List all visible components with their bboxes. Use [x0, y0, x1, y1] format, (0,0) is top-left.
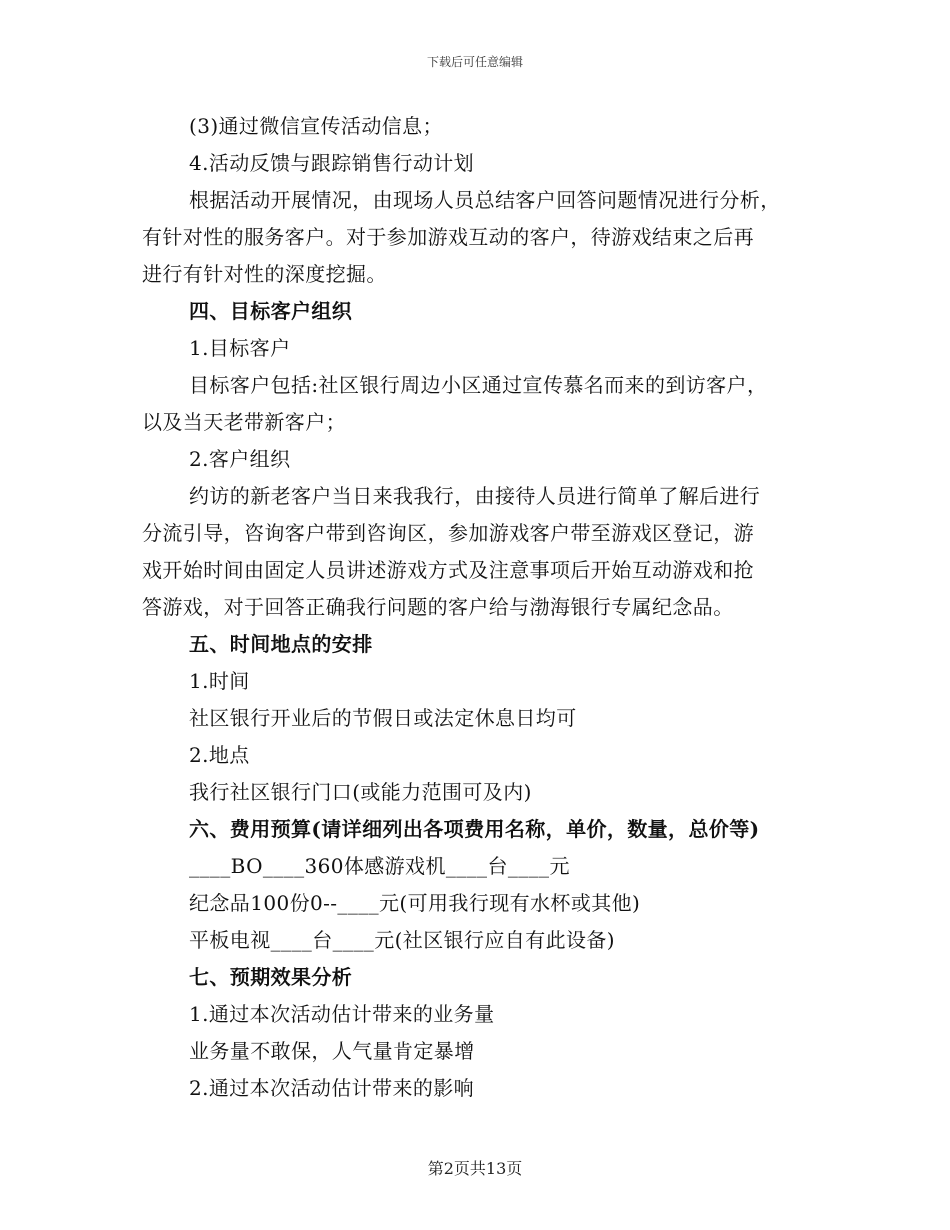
- text-line: ____BO____360体感游戏机____台____元: [189, 854, 570, 878]
- text-line: 2.通过本次活动估计带来的影响: [189, 1076, 475, 1100]
- text-line: 目标客户包括:社区银行周边小区通过宣传慕名而来的到访客户，: [189, 373, 768, 397]
- page-footer: 第2页共13页: [427, 1159, 523, 1178]
- text-line: 答游戏，对于回答正确我行问题的客户给与渤海银行专属纪念品。: [142, 595, 734, 619]
- text-line: 1.时间: [189, 669, 250, 693]
- text-line: (3)通过微信宣传活动信息；: [189, 114, 443, 138]
- text-line: 社区银行开业后的节假日或法定休息日均可: [189, 706, 577, 730]
- text-line: 1.目标客户: [189, 336, 291, 360]
- text-line: 戏开始时间由固定人员讲述游戏方式及注意事项后开始互动游戏和抢: [142, 558, 754, 582]
- text-line: 约访的新老客户当日来我我行，由接待人员进行简单了解后进行: [189, 484, 761, 508]
- text-line: 4.活动反馈与跟踪销售行动计划: [189, 151, 475, 175]
- text-line: 分流引导，咨询客户带到咨询区，参加游戏客户带至游戏区登记，游: [142, 521, 754, 545]
- text-line: 1.通过本次活动估计带来的业务量: [189, 1002, 495, 1026]
- section-heading: 四、目标客户组织: [189, 299, 353, 323]
- section-heading: 六、费用预算(请详细列出各项费用名称，单价，数量，总价等): [189, 817, 760, 841]
- text-line: 2.客户组织: [189, 447, 291, 471]
- section-heading: 五、时间地点的安排: [189, 632, 373, 656]
- text-line: 有针对性的服务客户。对于参加游戏互动的客户，待游戏结束之后再: [142, 225, 754, 249]
- text-line: 2.地点: [189, 743, 250, 767]
- section-heading: 七、预期效果分析: [189, 965, 353, 989]
- text-line: 业务量不敢保，人气量肯定暴增: [189, 1039, 475, 1063]
- text-line: 纪念品100份0--____元(可用我行现有水杯或其他): [189, 891, 641, 915]
- text-line: 以及当天老带新客户；: [142, 410, 346, 434]
- text-line: 进行有针对性的深度挖掘。: [142, 262, 387, 286]
- page-header: 下载后可任意编辑: [426, 55, 523, 69]
- text-line: 根据活动开展情况，由现场人员总结客户回答问题情况进行分析，: [189, 188, 781, 212]
- text-line: 平板电视____台____元(社区银行应自有此设备): [189, 928, 616, 952]
- text-line: 我行社区银行门口(或能力范围可及内): [189, 780, 532, 804]
- document-body: [142, 108, 810, 1107]
